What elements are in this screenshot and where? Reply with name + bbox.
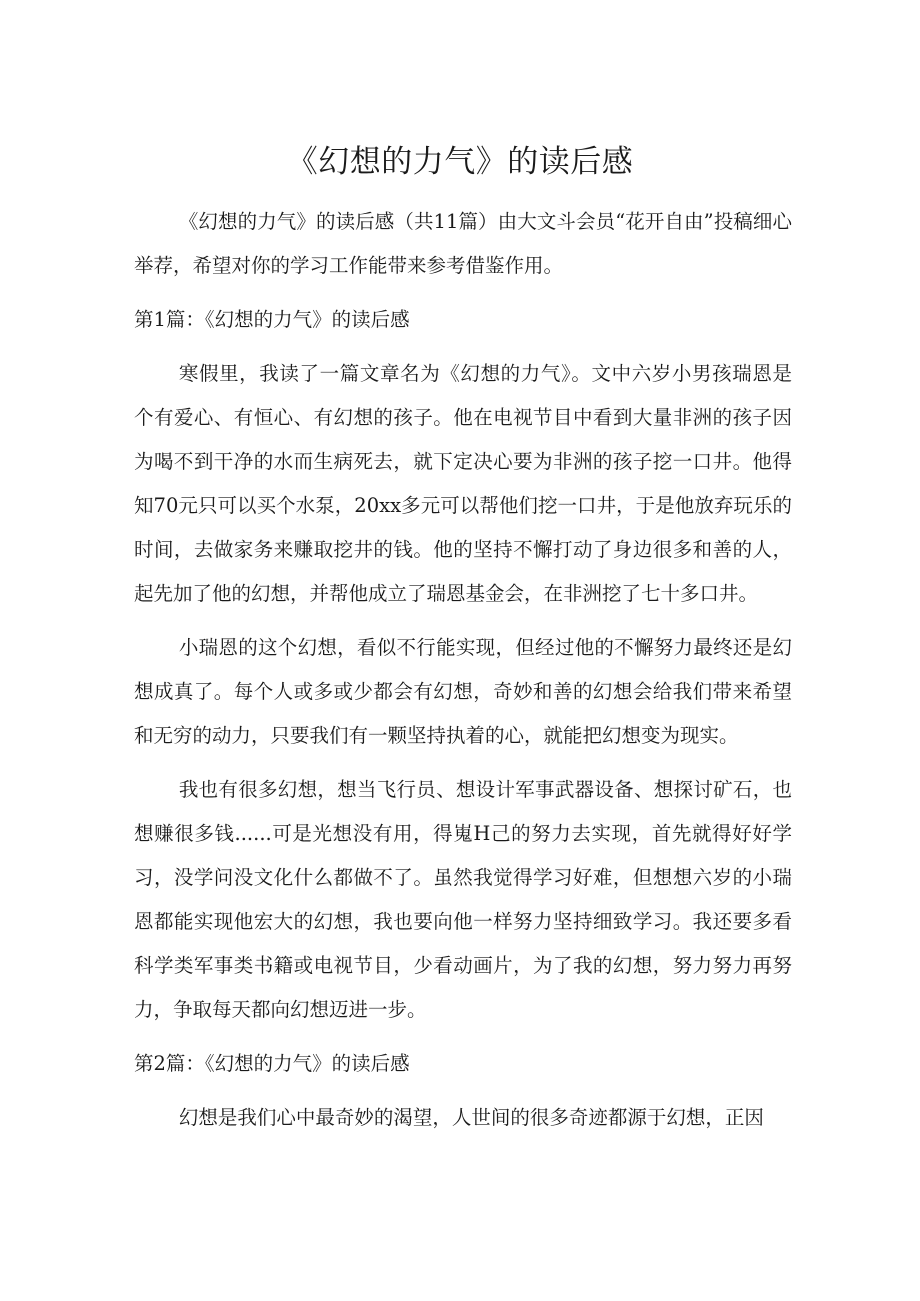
section-1-paragraph-3: 我也有很多幻想，想当飞行员、想设计军事武器设备、想探讨矿石，也想赚很多钱......可是光想没有用，得嵬H己的努力去实现，首先就得好好学习，没学问没文化什么都做不了。虽然我觉得学习好难，但想想六岁的小瑞恩都能实现他宏大的幻想，我也要向他一样努力坚持细致学习。我还要多看科学类军事类书籍或电视节目，少看动画片，为了我的幻想，努力努力再努力，争取每天都向幻想迈进一步。 — [134, 778, 792, 1021]
section-2-heading: 第2篇：《幻想的力气》的读后感 — [134, 1052, 410, 1075]
document-title: 《幻想的力气》的读后感 — [286, 144, 634, 180]
section-2-paragraph-1: 幻想是我们心中最奇妙的渴望，人世间的很多奇迹都源于幻想，正因 — [178, 1106, 764, 1129]
section-1-heading: 第1篇：《幻想的力气》的读后感 — [134, 308, 410, 331]
intro-paragraph: 《幻想的力气》的读后感（共11篇）由大文斗会员“花开自由”投稿细心举荐，希望对你的学习工作能带来参考借鉴作用。 — [134, 210, 792, 277]
section-1-paragraph-2: 小瑞恩的这个幻想，看似不行能实现，但经过他的不懈努力最终还是幻想成真了。每个人或多或少都会有幻想，奇妙和善的幻想会给我们带来希望和无穷的动力，只要我们有一颗坚持执着的心，就能把幻想变为现实。 — [134, 636, 792, 747]
document-body — [134, 200, 792, 1150]
section-1-paragraph-1: 寒假里，我读了一篇文章名为《幻想的力气》。文中六岁小男孩瑞恩是个有爱心、有恒心、有幻想的孩子。他在电视节目中看到大量非洲的孩子因为喝不到干净的水而生病死去，就下定决心要为非洲的孩子挖一口井。他得知70元只可以买个水泵，20xx多元可以帮他们挖一口井，于是他放弃玩乐的时间，去做家务来赚取挖井的钱。他的坚持不懈打动了身边很多和善的人，起先加了他的幻想，并帮他成立了瑞恩基金会，在非洲挖了七十多口井。 — [134, 362, 792, 605]
